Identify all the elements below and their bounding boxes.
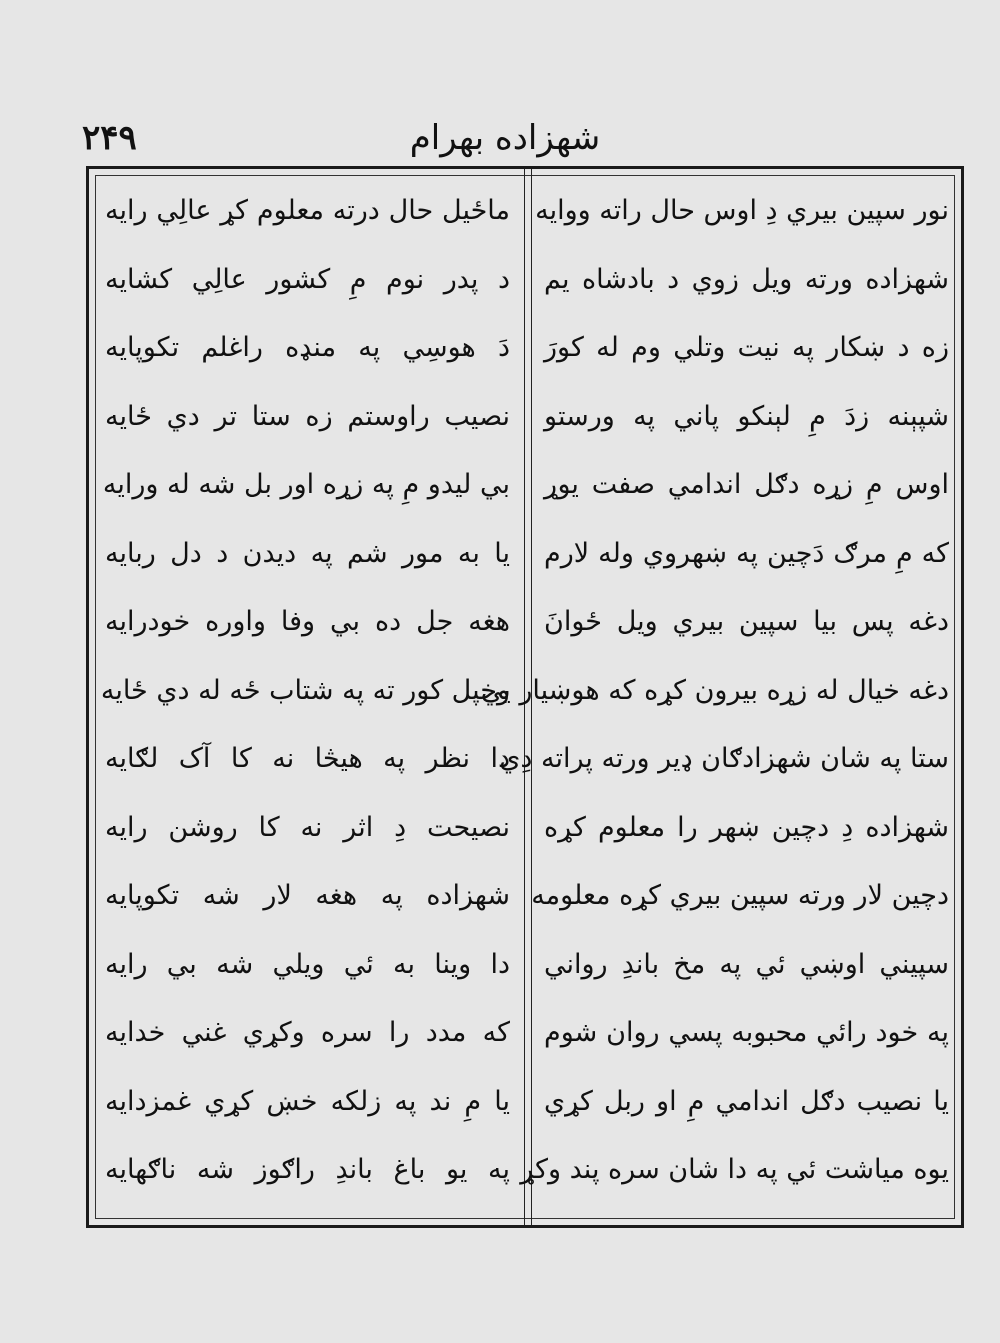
running-title: شهزاده بهرام: [409, 118, 601, 158]
verse-line: ستا په شان شهزادګان ډیر ورته پراته دِي: [499, 743, 949, 774]
verse-line: که مدد را سره وکړي غني خدایه: [105, 1017, 510, 1048]
verse-line: بي لیدو مِ په زړه اور بل شه له ورایه: [102, 469, 510, 500]
right-column: [480, 177, 949, 1205]
verse-line: نصیب راوستم زه ستا تر دي ځایه: [105, 400, 510, 432]
verse-line: دا وینا به ئي ویلي شه بي رایه: [105, 948, 510, 980]
verse-line: زه د ښکار په نیت وتلي وم له کورَ: [544, 332, 949, 363]
verse-line: شهزاده ورته ویل زوي د بادشاه یم: [544, 263, 949, 295]
verse-line: هغه جل ده بي وفا واوره خودرایه: [105, 606, 510, 637]
verse-line: دا نظر په هیڅا نه کا آک لګایه: [105, 743, 510, 774]
page-header: [70, 108, 940, 166]
verse-line: یا مِ ند په زلکه خښ کړي غمزدایه: [105, 1085, 510, 1117]
left-column: [100, 177, 510, 1205]
verse-line: دَ هوسِي په منډه راغلم تکوپایه: [105, 332, 510, 363]
verse-line: ماځیل حال درته معلوم کړ عالِي رایه: [105, 195, 510, 226]
text-frame: [86, 166, 964, 1228]
verse-line: که مِ مرګ دَچین په ښهروي وله لارم: [544, 537, 949, 569]
verse-line: یا به مور شم په دیدن د دل ربایه: [105, 537, 510, 569]
verse-line: اوس مِ زړه دګل اندامي صفت یوړ: [544, 469, 949, 500]
verse-line: یا نصیب دګل اندامي مِ او ربل کړي: [544, 1085, 949, 1117]
verse-line: شپېنه زدَ مِ لېنکو پاني په ورستو: [544, 400, 949, 432]
verse-line: شهزاده په هغه لار شه تکوپایه: [105, 880, 510, 911]
verse-line: په یو باغ باندِ راګوز شه ناګهایه: [105, 1154, 510, 1185]
verse-line: سپیني اوښي ئي په مخ باندِ رواني: [544, 948, 949, 980]
verse-line: دغه خیال له زړه بیرون کړه که هوښیار يي: [480, 674, 949, 706]
verse-line: دچین لار ورته سپین بیري کړه معلومه: [531, 880, 949, 911]
verse-line: دغه پس بیا سپین بیري ویل ځوانَ: [544, 606, 949, 637]
verse-line: شهزاده ﺩِ دچین ښهر را معلوم کړه: [544, 811, 949, 843]
verse-line: نصیحت ﺩِ اثر نه کا روشن رایه: [105, 811, 510, 843]
verse-line: په خود رائي محبوبه پسي روان شوم: [544, 1017, 949, 1048]
verse-line: د پدر نوم مِ کشور عالِي کشایه: [105, 263, 510, 295]
page-number: ۲۴۹: [82, 118, 137, 158]
verse-line: نور سپین بیري ﺩِ اوس حال راته ووايه: [535, 195, 949, 226]
verse-line: یوه میاشت ئي په دا شان سره پند وکړ: [520, 1154, 949, 1185]
verse-line: وخپل کور ته په شتاب ځه له دي ځایه: [100, 674, 510, 706]
